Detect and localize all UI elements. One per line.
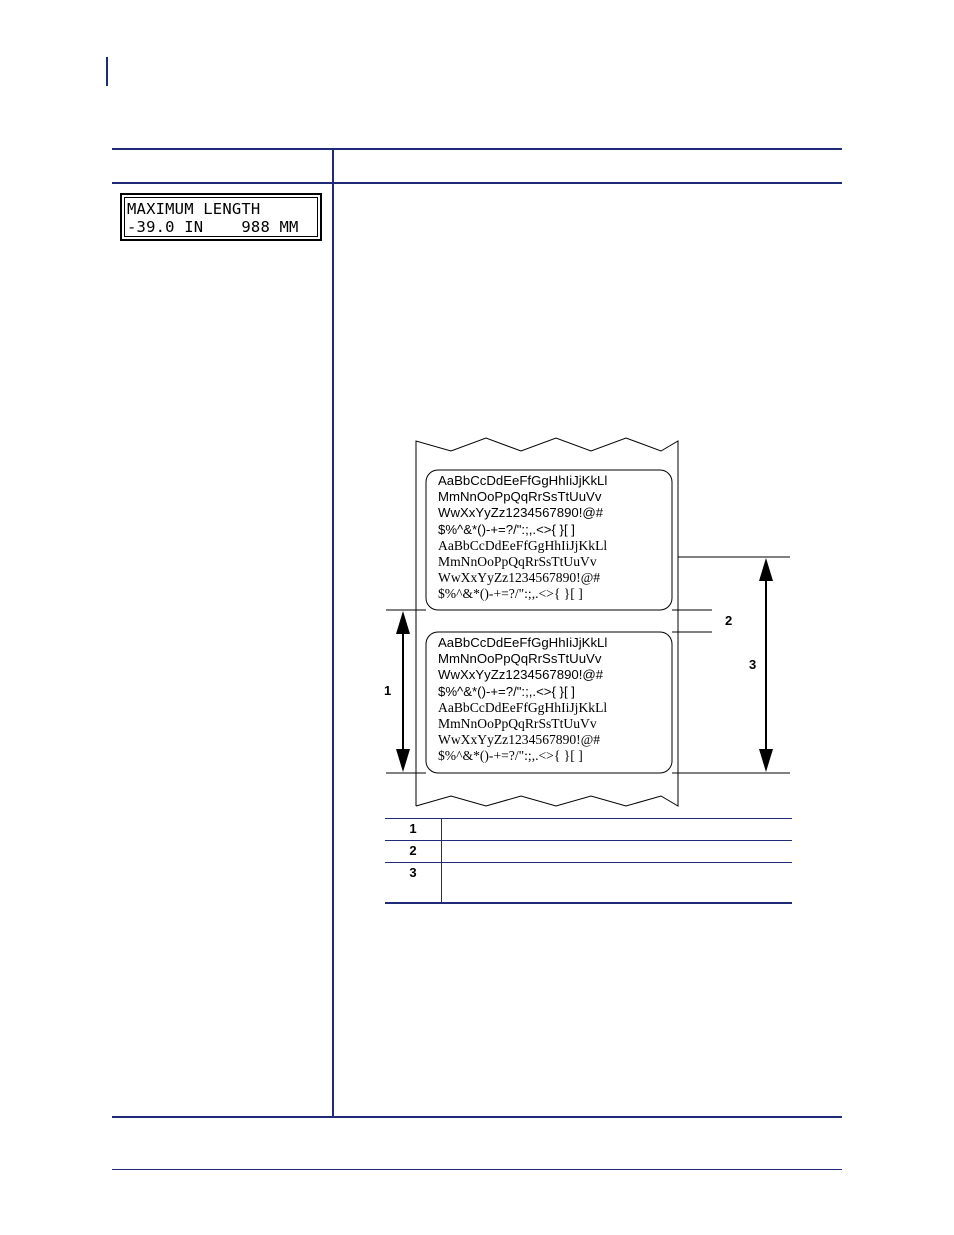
dimension-1-arrow-bottom [396,749,410,772]
sample-serif-line: $%^&*()-+=?/":;,.<>{ }[ ] [438,748,583,764]
callout-3: 3 [749,657,757,672]
callout-1: 1 [384,683,392,698]
sample-serif-line: $%^&*()-+=?/":;,.<>{ }[ ] [438,586,583,602]
sample-serif-line: WwXxYyZz1234567890!@# [438,570,601,586]
dimension-1-arrow-top [396,611,410,634]
sample-serif-line: AaBbCcDdEeFfGgHhIiJjKkLl [438,537,608,553]
sample-serif-line: MmNnOoPpQqRrSsTtUuVv [438,715,597,731]
dimension-3-arrow-bottom [759,749,773,772]
lcd-line-2: -39.0 IN 988 MM [127,218,299,236]
sample-sans-line: $%^&*()-+=?/":;,.<>{ }[ ] [438,521,575,537]
dimension-3-arrow-top [759,558,773,581]
sample-sans-line: MmNnOoPpQqRrSsTtUuVv [438,651,602,667]
figure-legend [385,818,792,904]
lcd-line-1: MAXIMUM LENGTH [127,200,261,218]
legend-number: 1 [409,821,417,836]
sample-sans-line: MmNnOoPpQqRrSsTtUuVv [438,489,602,505]
sample-sans-line: WwXxYyZz1234567890!@# [438,505,604,521]
callout-2: 2 [725,613,733,628]
label-top-text [438,473,607,603]
sample-sans-line: AaBbCcDdEeFfGgHhIiJjKkLl [438,635,608,650]
sample-sans-line: $%^&*()-+=?/":;,.<>{ }[ ] [438,683,575,699]
legend-number: 3 [409,865,417,880]
sample-serif-line: AaBbCcDdEeFfGgHhIiJjKkLl [438,699,608,715]
legend-row [385,840,792,862]
legend-number: 2 [409,843,417,858]
sample-serif-line: WwXxYyZz1234567890!@# [438,732,601,748]
legend-bottom-rule [385,902,792,904]
legend-row [385,818,792,840]
sample-sans-line: WwXxYyZz1234567890!@# [438,667,604,683]
sample-sans-line: AaBbCcDdEeFfGgHhIiJjKkLl [438,473,608,488]
sample-serif-line: MmNnOoPpQqRrSsTtUuVv [438,553,597,569]
legend-row [385,862,792,902]
label-bottom-text [438,635,607,765]
